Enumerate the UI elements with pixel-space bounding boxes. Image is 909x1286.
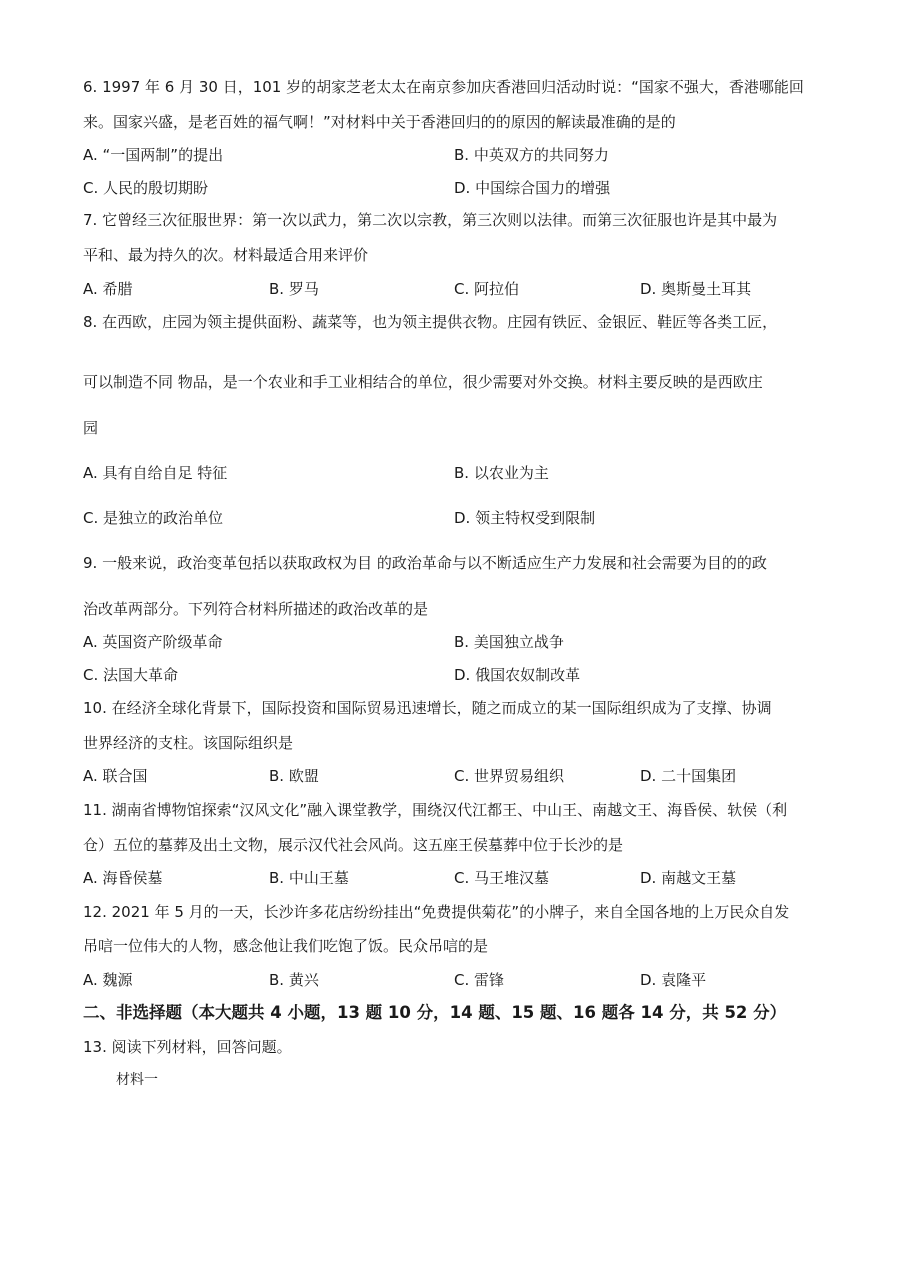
q8-option-c: C. 是独立的政治单位: [83, 509, 224, 527]
q10-stem-line1: 10. 在经济全球化背景下，国际投资和国际贸易迅速增长，随之而成立的某一国际组织成为了支撑、协调: [83, 699, 772, 717]
q8-stem-line2: 可以制造不同 物品，是一个农业和手工业相结合的单位，很少需要对外交换。材料主要反映的是西欧庄: [83, 373, 763, 391]
q7-option-a: A. 希腊: [83, 280, 133, 298]
q11-option-c: C. 马王堆汉墓: [454, 869, 550, 887]
q7-option-d: D. 奥斯曼土耳其: [640, 280, 752, 298]
q10-option-c: C. 世界贸易组织: [454, 767, 565, 785]
q11-option-a: A. 海昏侯墓: [83, 869, 163, 887]
q6-option-a: A. “一国两制”的提出: [83, 146, 224, 164]
q12-option-d: D. 袁隆平: [640, 971, 707, 989]
q12-option-b: B. 黄兴: [269, 971, 319, 989]
q11-option-b: B. 中山王墓: [269, 869, 349, 887]
q11-stem-line1: 11. 湖南省博物馆探索“汉风文化”融入课堂教学，围绕汉代江都王、中山王、南越文王、海昏侯、轪侯（利: [83, 801, 788, 819]
q9-stem-line2: 治改革两部分。下列符合材料所描述的政治改革的是: [83, 600, 429, 618]
q6-option-c: C. 人民的殷切期盼: [83, 179, 209, 197]
q12-option-c: C. 雷锋: [454, 971, 505, 989]
q6-option-d: D. 中国综合国力的增强: [454, 179, 611, 197]
q12-stem-line2: 吊唁一位伟大的人物，感念他让我们吃饱了饭。民众吊唁的是: [83, 937, 489, 955]
q10-option-a: A. 联合国: [83, 767, 148, 785]
q13-material-1-label: 材料一: [116, 1072, 158, 1088]
q7-stem-line1: 7. 它曾经三次征服世界：第一次以武力，第二次以宗教，第三次则以法律。而第三次征服也许是其中最为: [83, 211, 778, 229]
q8-stem-line1: 8. 在西欧，庄园为领主提供面粉、蔬菜等，也为领主提供衣物。庄园有铁匠、金银匠、鞋匠等各类工匠，: [83, 313, 778, 331]
q6-option-b: B. 中英双方的共同努力: [454, 146, 609, 164]
q10-option-d: D. 二十国集团: [640, 767, 737, 785]
q7-option-b: B. 罗马: [269, 280, 319, 298]
q8-option-a: A. 具有自给自足 特征: [83, 464, 228, 482]
q9-stem-line1: 9. 一般来说，政治变革包括以获取政权为目 的政治革命与以不断适应生产力发展和社会需要为目的的政: [83, 554, 767, 572]
q9-option-d: D. 俄国农奴制改革: [454, 666, 581, 684]
q7-option-c: C. 阿拉伯: [454, 280, 520, 298]
q7-stem-line2: 平和、最为持久的次。材料最适合用来评价: [83, 246, 369, 264]
q8-option-d: D. 领主特权受到限制: [454, 509, 596, 527]
q9-option-c: C. 法国大革命: [83, 666, 179, 684]
section-heading-non-choice: 二、非选择题（本大题共 4 小题，13 题 10 分，14 题、15 题、16 题各 14 分，共 52 分）: [83, 1003, 787, 1022]
q6-stem-line1: 6. 1997 年 6 月 30 日，101 岁的胡家芝老太太在南京参加庆香港回归活动时说：“国家不强大，香港哪能回: [83, 78, 804, 96]
q11-stem-line2: 仓）五位的墓葬及出土文物，展示汉代社会风尚。这五座王侯墓葬中位于长沙的是: [83, 836, 624, 854]
q10-option-b: B. 欧盟: [269, 767, 319, 785]
q10-stem-line2: 世界经济的支柱。该国际组织是: [83, 734, 294, 752]
q8-stem-line3: 园: [83, 419, 99, 437]
q13-stem: 13. 阅读下列材料，回答问题。: [83, 1038, 292, 1056]
q12-stem-line1: 12. 2021 年 5 月的一天，长沙许多花店纷纷挂出“免费提供菊花”的小牌子，来自全国各地的上万民众自发: [83, 903, 790, 921]
q8-option-b: B. 以农业为主: [454, 464, 549, 482]
q6-stem-line2: 来。国家兴盛，是老百姓的福气啊！”对材料中关于香港回归的的原因的解读最准确的是的: [83, 113, 676, 131]
q11-option-d: D. 南越文王墓: [640, 869, 737, 887]
q9-option-b: B. 美国独立战争: [454, 633, 564, 651]
q12-option-a: A. 魏源: [83, 971, 133, 989]
q9-option-a: A. 英国资产阶级革命: [83, 633, 223, 651]
